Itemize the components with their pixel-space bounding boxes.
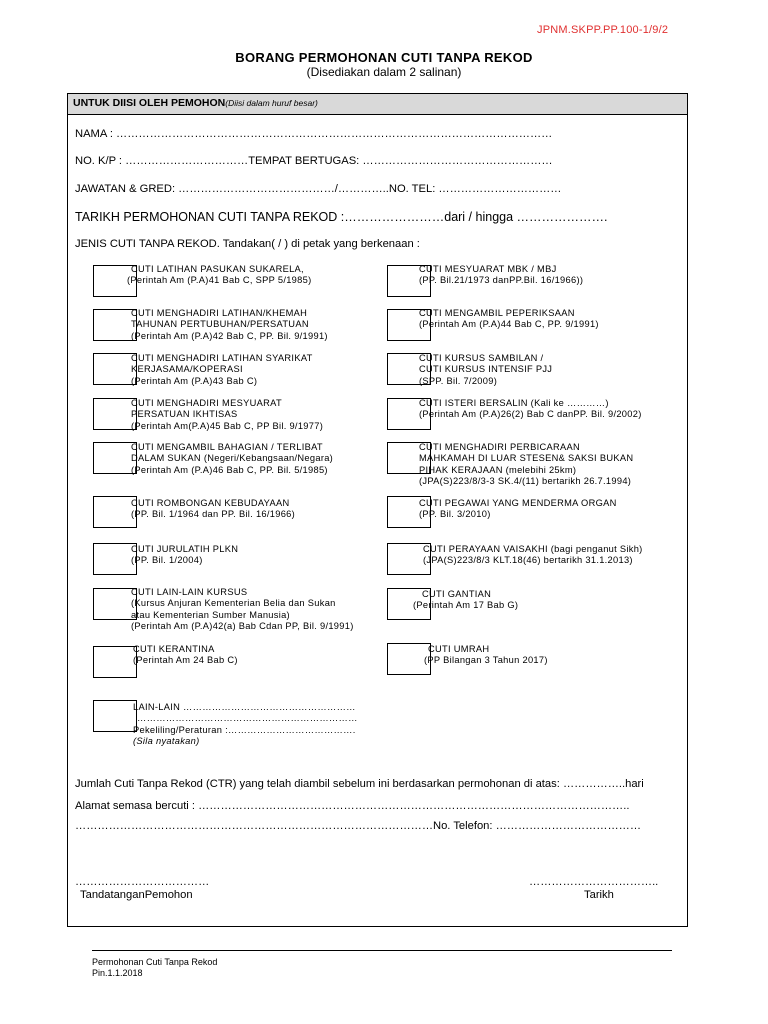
option-line: (Perintah Am (P.A)26(2) Bab C danPP. Bil. 9/2002): [419, 409, 642, 420]
option-line: CUTI MENGHADIRI LATIHAN/KHEMAH: [131, 308, 308, 318]
lain-lain-line[interactable]: ……………………………………………………………: [137, 713, 358, 724]
option-latihan-pasukan-sukarela: [127, 264, 312, 287]
lain-lain-circular[interactable]: Pekeliling/Peraturan :………………………………….: [133, 724, 356, 735]
option-line: (JPA(S)223/8/3-3 SK.4/(11) bertarikh 26.7.1994): [419, 475, 632, 486]
address-phone-field[interactable]: ……………………………………………………………………………………No. Telefon: …………………………………: [75, 820, 642, 832]
option-mesyuarat-ikhtisas: [131, 398, 323, 432]
option-line: (Perintah Am (P.A)42(a) Bab Cdan PP, Bil. 9/1991): [131, 620, 354, 631]
option-kursus-sambilan: [419, 353, 552, 387]
form-title: BORANG PERMOHONAN CUTI TANPA REKOD: [235, 50, 533, 65]
option-jurulatih-plkn: [131, 544, 238, 567]
option-line: CUTI KERANTINA: [133, 644, 215, 654]
footer-doc-name: Permohonan Cuti Tanpa Rekod: [92, 957, 218, 967]
form-subtitle: (Disediakan dalam 2 salinan): [306, 65, 462, 79]
option-line: CUTI MESYUARAT MBK / MBJ: [419, 264, 557, 274]
option-line: CUTI PERAYAAN VAISAKHI (bagi penganut Sikh): [423, 544, 643, 554]
option-line: (PP Bilangan 3 Tahun 2017): [424, 655, 548, 666]
leave-address-field[interactable]: Alamat semasa bercuti : ……………………………………………………………………………………………………..: [75, 800, 630, 812]
section-header-note: (Diisi dalam huruf besar): [225, 98, 318, 108]
section-header: [68, 94, 687, 115]
option-line: CUTI MENGHADIRI LATIHAN SYARIKAT: [131, 353, 313, 363]
option-line: CUTI JURULATIH PLKN: [131, 544, 239, 554]
option-line: CUTI PEGAWAI YANG MENDERMA ORGAN: [419, 498, 617, 508]
option-line: CUTI LATIHAN PASUKAN SUKARELA,: [131, 264, 304, 274]
section-header-main: UNTUK DIISI OLEH PEMOHON: [73, 97, 226, 109]
ic-workplace-field[interactable]: NO. K/P : ……………………………TEMPAT BERTUGAS: ……………………………………………: [75, 155, 553, 167]
option-line: CUTI MENGHADIRI PERBICARAAN: [419, 442, 580, 452]
date-line[interactable]: ……………………………..: [529, 876, 659, 888]
lain-lain-note: (Sila nyatakan): [133, 735, 200, 746]
option-sukan: [131, 442, 333, 476]
option-line: MAHKAMAH DI LUAR STESEN& SAKSI BUKAN: [419, 453, 634, 464]
option-line: (Perintah Am (P.A)44 Bab C, PP. 9/1991): [419, 319, 599, 330]
signature-line[interactable]: ………………………………: [75, 876, 210, 888]
option-perbicaraan: [419, 442, 633, 487]
option-line: TAHUNAN PERTUBUHAN/PERSATUAN: [131, 319, 309, 330]
option-lain-lain-kursus: [131, 587, 354, 632]
option-menderma-organ: [419, 498, 617, 521]
footer-divider: [92, 950, 672, 951]
option-gantian: [413, 589, 518, 612]
option-line: CUTI MENGAMBIL PEPERIKSAAN: [419, 308, 575, 318]
checkbox-lain-lain[interactable]: [93, 700, 137, 732]
option-line: (Perintah Am (P.A)42 Bab C, PP. Bil. 9/1991): [131, 330, 328, 341]
option-lain-lain: [133, 702, 358, 747]
option-line: (Perintah Am (P.A)41 Bab C, SPP 5/1985): [127, 275, 312, 286]
option-line: (Perintah Am (P.A)46 Bab C, PP. Bil. 5/1985): [131, 464, 328, 475]
option-line: CUTI ROMBONGAN KEBUDAYAAN: [131, 498, 290, 508]
option-line: DALAM SUKAN (Negeri/Kebangsaan/Negara): [131, 453, 334, 464]
option-line: (JPA(S)223/8/3 KLT.18(46) bertarikh 31.1.2013): [423, 555, 633, 566]
option-line: CUTI LAIN-LAIN KURSUS: [131, 587, 248, 597]
option-line: CUTI ISTERI BERSALIN (Kali ke …………): [419, 398, 609, 408]
option-line: atau Kementerian Sumber Manusia): [131, 609, 290, 620]
option-line: (PP. Bil. 1/2004): [131, 555, 203, 566]
option-line: (Kursus Anjuran Kementerian Belia dan Sukan: [131, 598, 336, 609]
option-line: CUTI KURSUS SAMBILAN /: [419, 353, 544, 363]
option-line: (Perintah Am 24 Bab C): [133, 655, 238, 666]
option-line: (SPP. Bil. 7/2009): [419, 375, 498, 386]
option-peperiksaan: [419, 308, 599, 331]
name-field[interactable]: NAMA : ………………………………………………………………………………………………………: [75, 128, 553, 140]
option-line: (Perintah Am 17 Bab G): [413, 600, 519, 611]
leave-type-instruction: JENIS CUTI TANPA REKOD. Tandakan( / ) di petak yang berkenaan :: [75, 238, 420, 250]
position-phone-field[interactable]: JAWATAN & GRED: ……………………………………/…………..NO. TEL: ……………………………: [75, 183, 562, 195]
option-line: (Perintah Am(P.A)45 Bab C, PP Bil. 9/1977): [131, 420, 324, 431]
section-header-text: [73, 97, 318, 109]
option-rombongan-kebudayaan: [131, 498, 295, 521]
signature-label: TandatanganPemohon: [80, 889, 193, 901]
lain-lain-line[interactable]: LAIN-LAIN ………………………………………………: [133, 702, 356, 712]
previous-leave-count-field[interactable]: Jumlah Cuti Tanpa Rekod (CTR) yang telah diambil sebelum ini berdasarkan permohonan di atas: ……………..hari: [75, 778, 644, 790]
option-latihan-khemah: [131, 308, 328, 342]
option-kerantina: [133, 644, 238, 667]
date-label: Tarikh: [584, 889, 614, 901]
form-reference-code: JPNM.SKPP.PP.100-1/9/2: [537, 24, 669, 36]
application-date-field[interactable]: TARIKH PERMOHONAN CUTI TANPA REKOD :……………………dari / hingga ………………….: [75, 210, 608, 224]
option-line: PIHAK KERAJAAN (melebihi 25km): [419, 464, 577, 475]
option-line: CUTI KURSUS INTENSIF PJJ: [419, 364, 553, 375]
option-umrah: [424, 644, 548, 667]
option-line: (PP. Bil.21/1973 danPP.Bil. 16/1966)): [419, 275, 584, 286]
option-line: (PP. Bil. 1/1964 dan PP. Bil. 16/1966): [131, 509, 296, 520]
option-line: (PP. Bil. 3/2010): [419, 509, 491, 520]
option-line: CUTI GANTIAN: [422, 589, 492, 599]
option-line: CUTI UMRAH: [428, 644, 490, 654]
footer-version: Pin.1.1.2018: [92, 968, 143, 978]
option-line: KERJASAMA/KOPERASI: [131, 364, 243, 375]
option-line: CUTI MENGHADIRI MESYUARAT: [131, 398, 282, 408]
option-line: CUTI MENGAMBIL BAHAGIAN / TERLIBAT: [131, 442, 323, 452]
option-line: PERSATUAN IKHTISAS: [131, 409, 238, 420]
option-vaisakhi: [423, 544, 643, 567]
option-line: (Perintah Am (P.A)43 Bab C): [131, 375, 258, 386]
option-latihan-koperasi: [131, 353, 313, 387]
option-isteri-bersalin: [419, 398, 642, 421]
option-mesyuarat-mbk: [419, 264, 583, 287]
checkbox-kerantina[interactable]: [93, 646, 137, 678]
